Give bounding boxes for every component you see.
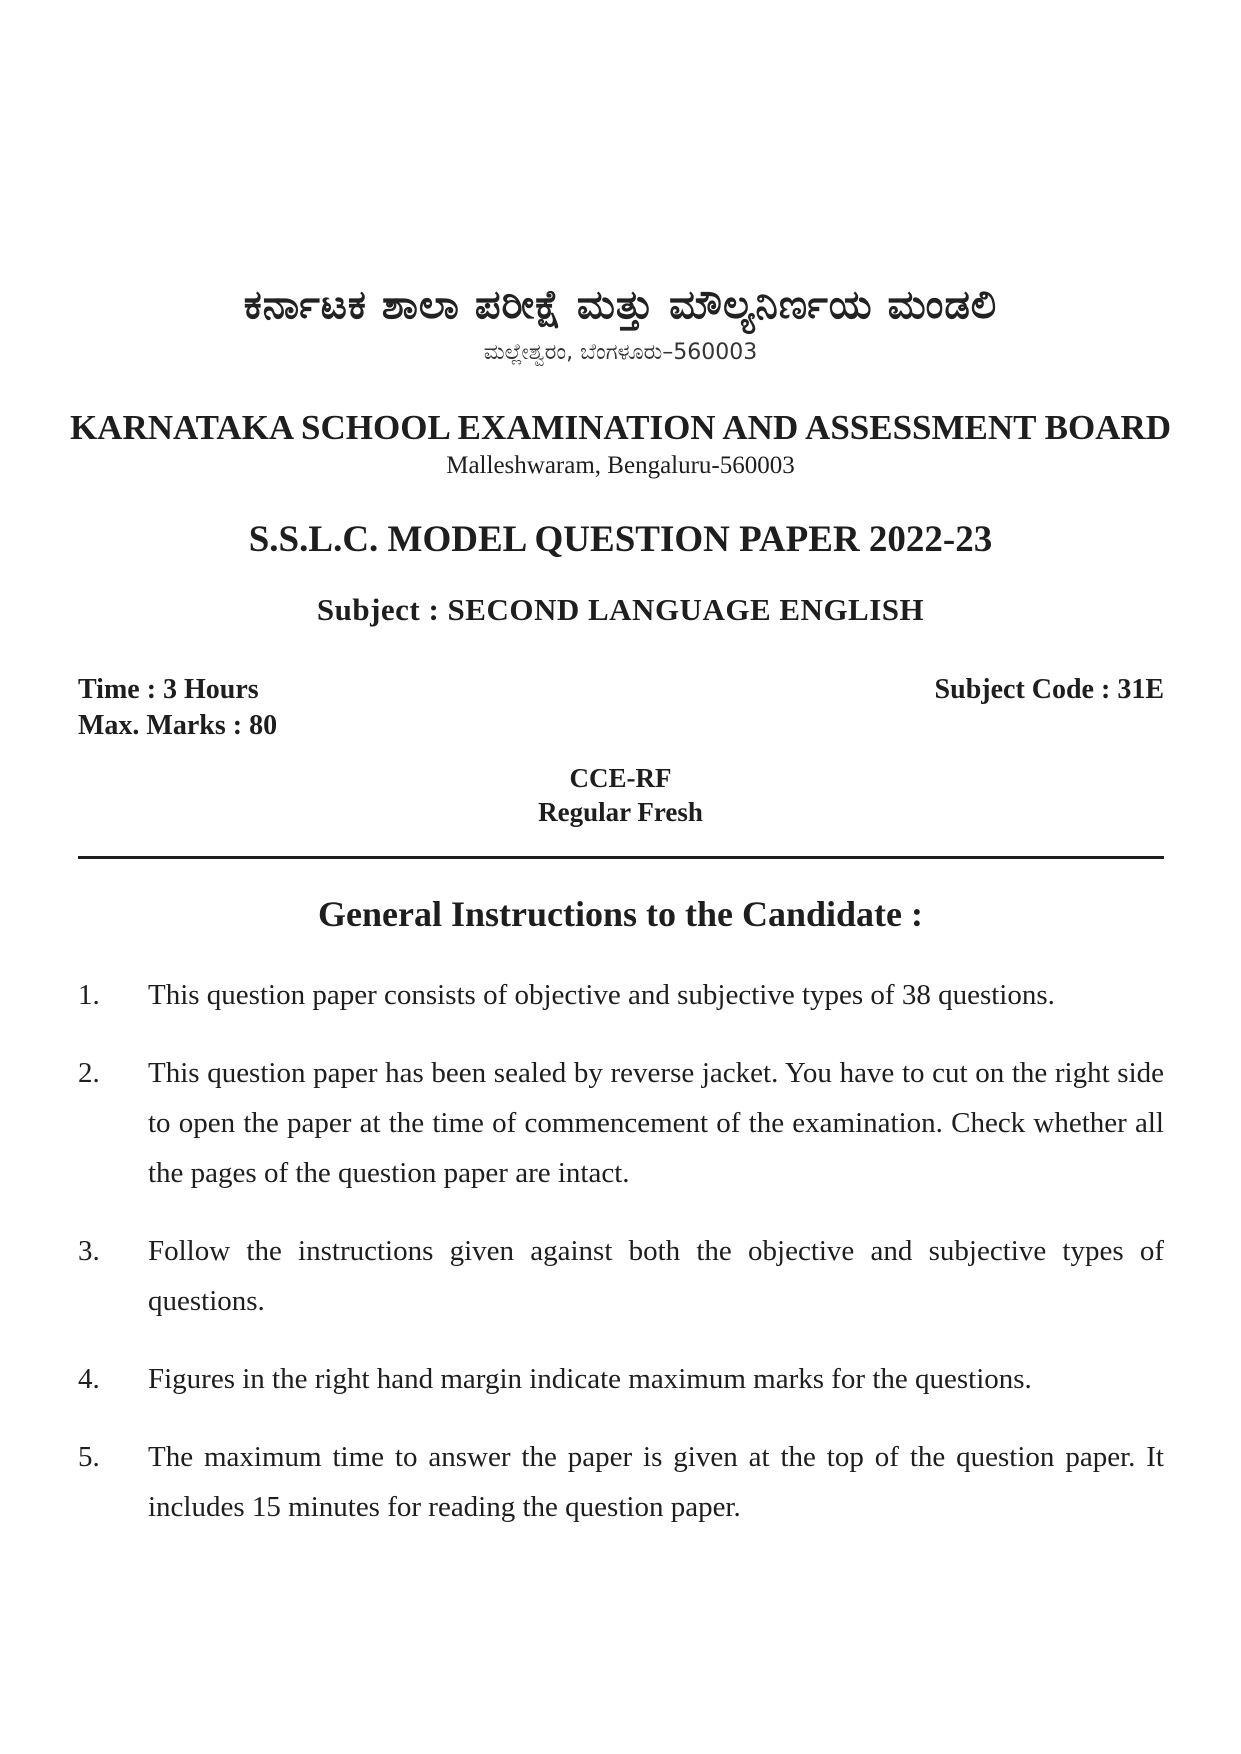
- subject-line: Subject : SECOND LANGUAGE ENGLISH: [316, 592, 925, 627]
- kannada-board-address: ಮಲ್ಲೇಶ್ವರಂ, ಬೆಂಗಳೂರು–560003: [483, 340, 758, 365]
- instruction-item: [78, 1226, 1164, 1326]
- instruction-text: The maximum time to answer the paper is given at the top of the question paper. It includes 15 minutes for reading the question paper.: [148, 1441, 1164, 1523]
- instructions-list: [78, 970, 1164, 1560]
- instruction-item: [78, 1432, 1164, 1532]
- instruction-item: [78, 1354, 1164, 1404]
- instruction-text: This question paper has been sealed by reverse jacket. You have to cut on the right side to open the paper at the time of commencement of the examination. Check whether all the pages of the question paper are intact.: [148, 1057, 1164, 1189]
- instruction-number: 4.: [78, 1363, 100, 1395]
- scheme-label: CCE-RF: [569, 763, 672, 793]
- instruction-number: 1.: [78, 979, 100, 1011]
- instruction-number: 3.: [78, 1235, 100, 1267]
- kannada-board-title: ಕರ್ನಾಟಕ ಶಾಲಾ ಪರೀಕ್ಷೆ ಮತ್ತು ಮೌಲ್ಯನಿರ್ಣಯ ಮಂಡಲಿ: [243, 282, 998, 328]
- board-address: Malleshwaram, Bengaluru-560003: [446, 452, 795, 479]
- time-duration: Time : 3 Hours: [78, 674, 259, 705]
- instruction-text: Figures in the right hand margin indicate maximum marks for the questions.: [148, 1363, 1032, 1395]
- instruction-text: Follow the instructions given against both the objective and subjective types of questions.: [148, 1235, 1164, 1317]
- instruction-number: 5.: [78, 1441, 100, 1473]
- paper-title: S.S.L.C. MODEL QUESTION PAPER 2022-23: [248, 519, 993, 560]
- instruction-item: [78, 1048, 1164, 1198]
- instruction-item: [78, 970, 1164, 1020]
- board-title: KARNATAKA SCHOOL EXAMINATION AND ASSESSMENT BOARD: [69, 408, 1172, 447]
- candidate-type: Regular Fresh: [538, 797, 703, 827]
- instructions-heading: General Instructions to the Candidate :: [318, 894, 923, 934]
- max-marks: Max. Marks : 80: [78, 710, 278, 741]
- subject-code: Subject Code : 31E: [934, 674, 1164, 705]
- instruction-text: This question paper consists of objective and subjective types of 38 questions.: [148, 979, 1055, 1011]
- instruction-number: 2.: [78, 1057, 100, 1089]
- header-divider: [78, 856, 1164, 859]
